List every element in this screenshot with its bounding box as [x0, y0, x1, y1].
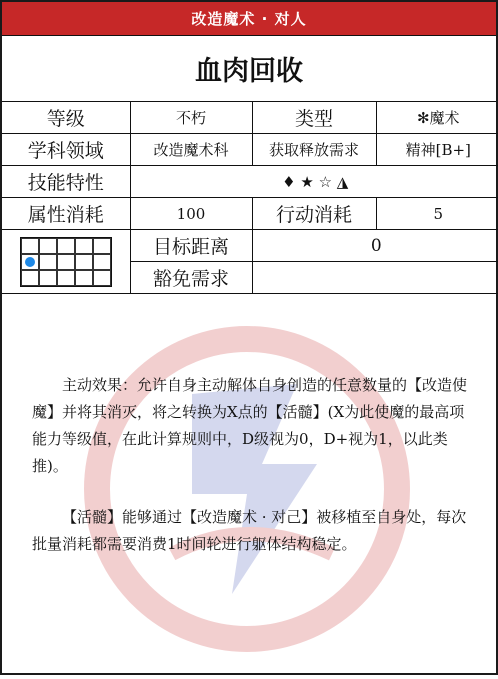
range-grid [20, 237, 112, 287]
skill-info-table [2, 102, 498, 294]
action-cost-value: 5 [376, 198, 498, 230]
range-grid-cell-item [93, 254, 111, 270]
range-grid-cell-item [21, 238, 39, 254]
acquire-value: 精神[B+] [376, 134, 498, 166]
range-grid-cell-item [57, 238, 75, 254]
range-grid-cell-item [57, 254, 75, 270]
grade-label: 等级 [2, 102, 130, 134]
range-grid-cell-item [93, 270, 111, 286]
range-marker-dot [25, 257, 35, 267]
action-cost-label: 行动消耗 [252, 198, 376, 230]
field-label: 学科领域 [2, 134, 130, 166]
immunity-label: 豁免需求 [130, 262, 252, 294]
skill-title: 血肉回收 [2, 35, 496, 102]
range-grid-cell-item [39, 238, 57, 254]
attr-cost-label: 属性消耗 [2, 198, 130, 230]
range-grid-cell-item [39, 254, 57, 270]
target-range-label: 目标距离 [130, 230, 252, 262]
grade-value: 不朽 [130, 102, 252, 134]
type-value: ✻魔术 [376, 102, 498, 134]
range-grid-cell-item [39, 270, 57, 286]
range-grid-cell-item [75, 254, 93, 270]
traits-value: ♦ ★ ☆ ◮ [130, 166, 498, 198]
description-paragraph-1: 主动效果：允许自身主动解体自身创造的任意数量的【改造使魔】并将其消灭，将之转换为X点的【活髓】(X为此使魔的最高项能力等级值，在此计算规则中，D级视为0，D+视为1，以此类推)。 [32, 376, 468, 475]
skill-description [2, 294, 496, 558]
range-grid-cell-item [57, 270, 75, 286]
range-grid-cell-item [75, 270, 93, 286]
acquire-label: 获取释放需求 [252, 134, 376, 166]
immunity-value [252, 262, 498, 294]
range-grid-cell-item [75, 238, 93, 254]
range-grid-cell-item [21, 254, 39, 270]
range-grid-cell-item [21, 270, 39, 286]
target-range-value: 0 [252, 230, 498, 262]
range-grid-cell [2, 230, 130, 294]
category-header: 改造魔术 · 对人 [2, 2, 496, 35]
description-paragraph-2: 【活髓】能够通过【改造魔术 · 对己】被移植至自身处，每次批量消耗都需要消费1时间轮进行躯体结构稳定。 [32, 508, 467, 553]
type-label: 类型 [252, 102, 376, 134]
attr-cost-value: 100 [130, 198, 252, 230]
range-grid-cell-item [93, 238, 111, 254]
field-value: 改造魔术科 [130, 134, 252, 166]
traits-label: 技能特性 [2, 166, 130, 198]
description-area [2, 294, 496, 679]
